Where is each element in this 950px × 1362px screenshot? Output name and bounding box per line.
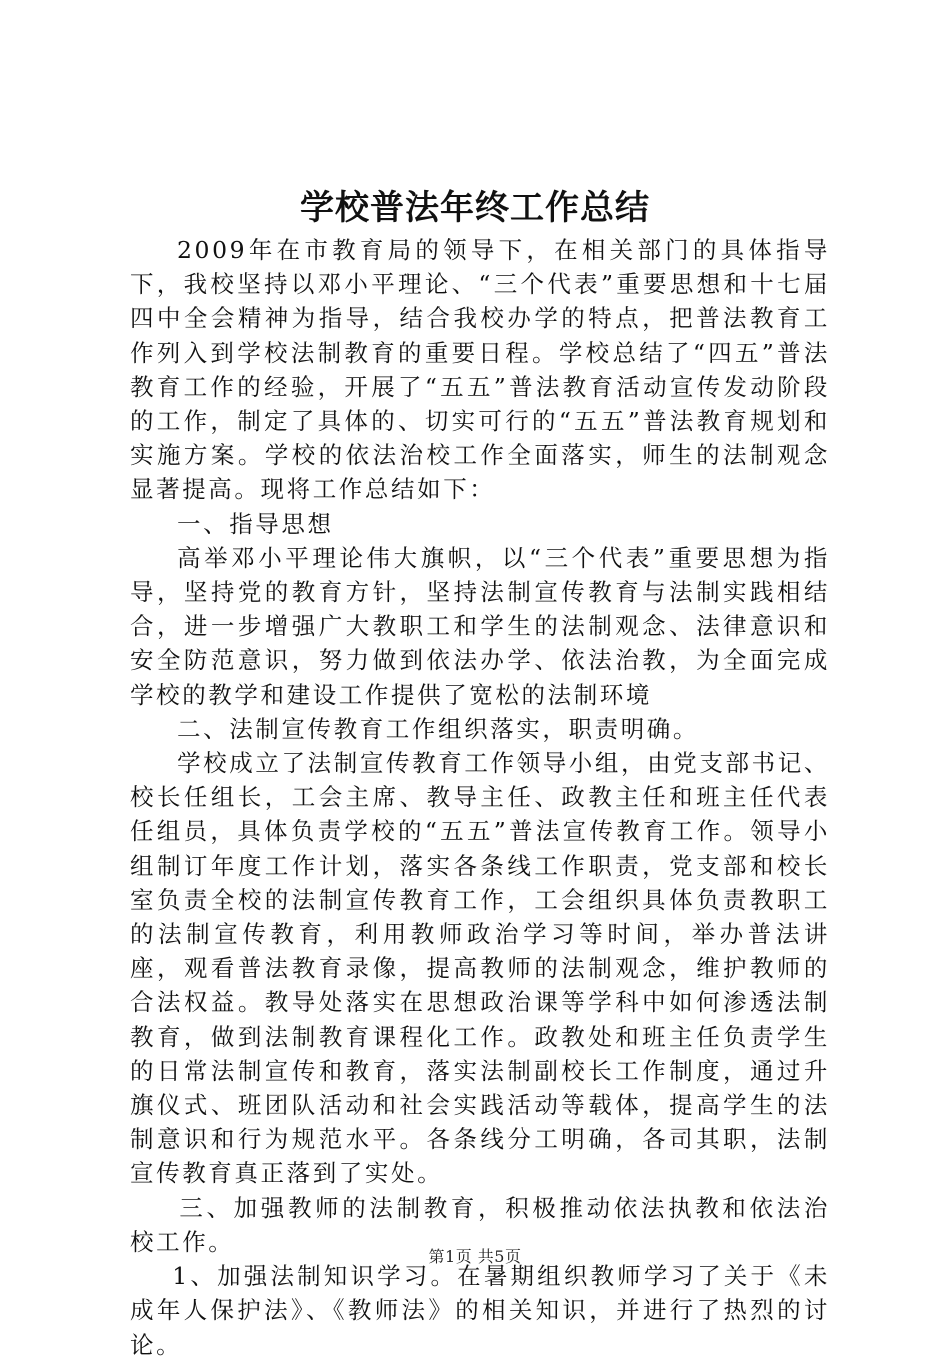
paragraph-intro: 2009年在市教育局的领导下，在相关部门的具体指导下，我校坚持以邓小平理论、“三个代表”重要思想和十七届四中全会精神为指导，结合我校办学的特点，把普法教育工作列入到学校法制教育的重要日程。学校总结了“四五”普法教育工作的经验，开展了“五五”普法教育活动宣传发动阶段的工作，制定了具体的、切实可行的“五五”普法教育规划和实施方案。学校的依法治校工作全面落实，师生的法制观念显著提高。现将工作总结如下：	[130, 236, 830, 504]
paragraph-guiding-thought: 高举邓小平理论伟大旗帜，以“三个代表”重要思想为指导，坚持党的教育方针，坚持法制宣传教育与法制实践相结合，进一步增强广大教职工和学生的法制观念、法律意识和安全防范意识，努力做到依法办学、依法治教，为全面完成学校的教学和建设工作提供了宽松的法制环境	[130, 543, 830, 709]
document-body	[130, 233, 830, 1362]
paragraph-organization: 学校成立了法制宣传教育工作领导小组，由党支部书记、校长任组长，工会主席、教导主任、政教主任和班主任代表任组员，具体负责学校的“五五”普法宣传教育工作。领导小组制订年度工作计划，落实各条线工作职责，党支部和校长室负责全校的法制宣传教育工作，工会组织具体负责教职工的法制宣传教育，利用教师政治学习等时间，举办普法讲座，观看普法教育录像，提高教师的法制观念，维护教师的合法权益。教导处落实在思想政治课等学科中如何渗透法制教育，做到法制教育课程化工作。政教处和班主任负责学生的日常法制宣传和教育，落实法制副校长工作制度，通过升旗仪式、班团队活动和社会实践活动等载体，提高学生的法制意识和行为规范水平。各条线分工明确，各司其职，法制宣传教育真正落到了实处。	[130, 749, 830, 1188]
heading-organization: 二、法制宣传教育工作组织落实，职责明确。	[177, 714, 699, 743]
document-title: 学校普法年终工作总结	[300, 188, 650, 228]
heading-teacher-education: 三、加强教师的法制教育，积极推动依法执教和依法治校工作。	[130, 1193, 830, 1256]
page-footer: 第1页 共5页	[428, 1247, 522, 1266]
heading-guiding-thought: 一、指导思想	[177, 509, 334, 538]
paragraph-law-study: 1、加强法制知识学习。在暑期组织教师学习了关于《未成年人保护法》、《教师法》的相关知识，并进行了热烈的讨论。	[130, 1262, 830, 1359]
